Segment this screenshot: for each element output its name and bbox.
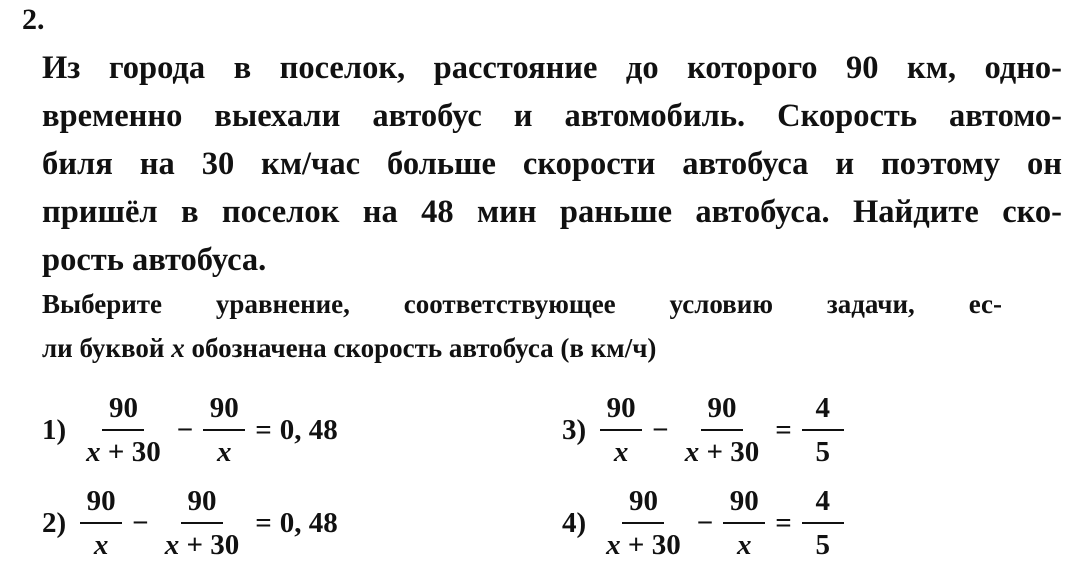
- problem-line: Из города в поселок, расстояние до которого 90 км, одно-: [42, 50, 1062, 86]
- fraction: [723, 484, 765, 562]
- denominator: [731, 524, 758, 562]
- answer-option-1[interactable]: [42, 390, 338, 470]
- variable-x: x: [736, 529, 752, 561]
- numerator: 90: [102, 391, 144, 431]
- minus-sign: −: [652, 413, 669, 446]
- option-number: 1): [42, 413, 67, 446]
- numerator: 4: [802, 391, 844, 431]
- numerator: 90: [203, 391, 245, 431]
- numerator: 90: [701, 391, 743, 431]
- variable-x: x: [684, 436, 700, 468]
- fraction: [802, 484, 844, 562]
- denominator: 5: [815, 529, 831, 561]
- right-hand-side: 0, 48: [279, 506, 338, 539]
- equals-sign: =: [255, 413, 272, 446]
- option-number: 2): [42, 506, 67, 539]
- question-text: ли буквой: [42, 333, 172, 363]
- fraction: [802, 391, 844, 469]
- option-number: 3): [562, 413, 587, 446]
- minus-sign: −: [696, 506, 714, 539]
- right-hand-side: 0, 48: [279, 413, 338, 446]
- denominator-rest: + 30: [179, 529, 240, 561]
- denominator: [80, 431, 167, 469]
- denominator-rest: + 30: [620, 529, 681, 561]
- answer-option-2[interactable]: [42, 483, 338, 563]
- equals-sign: =: [775, 506, 792, 539]
- question-line: [42, 326, 1002, 370]
- denominator-rest: + 30: [699, 436, 760, 468]
- variable-x: x: [613, 436, 629, 468]
- problem-line: пришёл в поселок на 48 мин раньше автобуса. Найдите ско-: [42, 194, 1062, 230]
- denominator: [608, 431, 635, 469]
- answer-option-4[interactable]: [562, 483, 848, 563]
- fraction: [679, 391, 766, 469]
- minus-sign: −: [132, 506, 149, 539]
- answer-option-3[interactable]: [562, 390, 848, 470]
- equals-sign: =: [255, 506, 272, 539]
- question-line: Выберите уравнение, соответствующее условию задачи, ес-: [42, 289, 1002, 319]
- numerator: 90: [181, 484, 223, 524]
- fraction: [80, 484, 122, 562]
- option-number: 4): [562, 506, 587, 539]
- problem-line: биля на 30 км/час больше скорости автобуса и поэтому он: [42, 146, 1062, 182]
- numerator: 90: [622, 484, 664, 524]
- question: [42, 282, 1002, 370]
- variable-x: x: [216, 436, 232, 468]
- problem-line: временно выехали автобус и автомобиль. Скорость автомо-: [42, 98, 1062, 134]
- variable-x: x: [93, 529, 109, 561]
- variable-x: x: [86, 436, 101, 468]
- numerator: 90: [723, 484, 765, 524]
- denominator: [679, 431, 766, 469]
- problem-statement: [42, 44, 1062, 284]
- variable-x: x: [606, 529, 621, 561]
- fraction: [600, 391, 642, 469]
- numerator: 4: [802, 484, 844, 524]
- question-text: обозначена скорость автобуса (в км/ч): [184, 333, 657, 363]
- denominator: 5: [815, 436, 831, 468]
- numerator: 90: [600, 391, 642, 431]
- problem-line: рость автобуса.: [42, 242, 267, 278]
- denominator: [88, 524, 115, 562]
- fraction: [600, 484, 687, 562]
- fraction: [159, 484, 246, 562]
- equals-sign: =: [775, 413, 792, 446]
- denominator: [159, 524, 246, 562]
- problem-number: 2.: [22, 3, 45, 36]
- numerator: 90: [80, 484, 122, 524]
- variable-x: x: [164, 529, 180, 561]
- fraction: [203, 391, 245, 469]
- denominator: [600, 524, 687, 562]
- denominator: [211, 431, 238, 469]
- fraction: [80, 391, 167, 469]
- variable-x: x: [171, 333, 185, 363]
- denominator-rest: + 30: [100, 436, 161, 468]
- minus-sign: −: [176, 413, 194, 446]
